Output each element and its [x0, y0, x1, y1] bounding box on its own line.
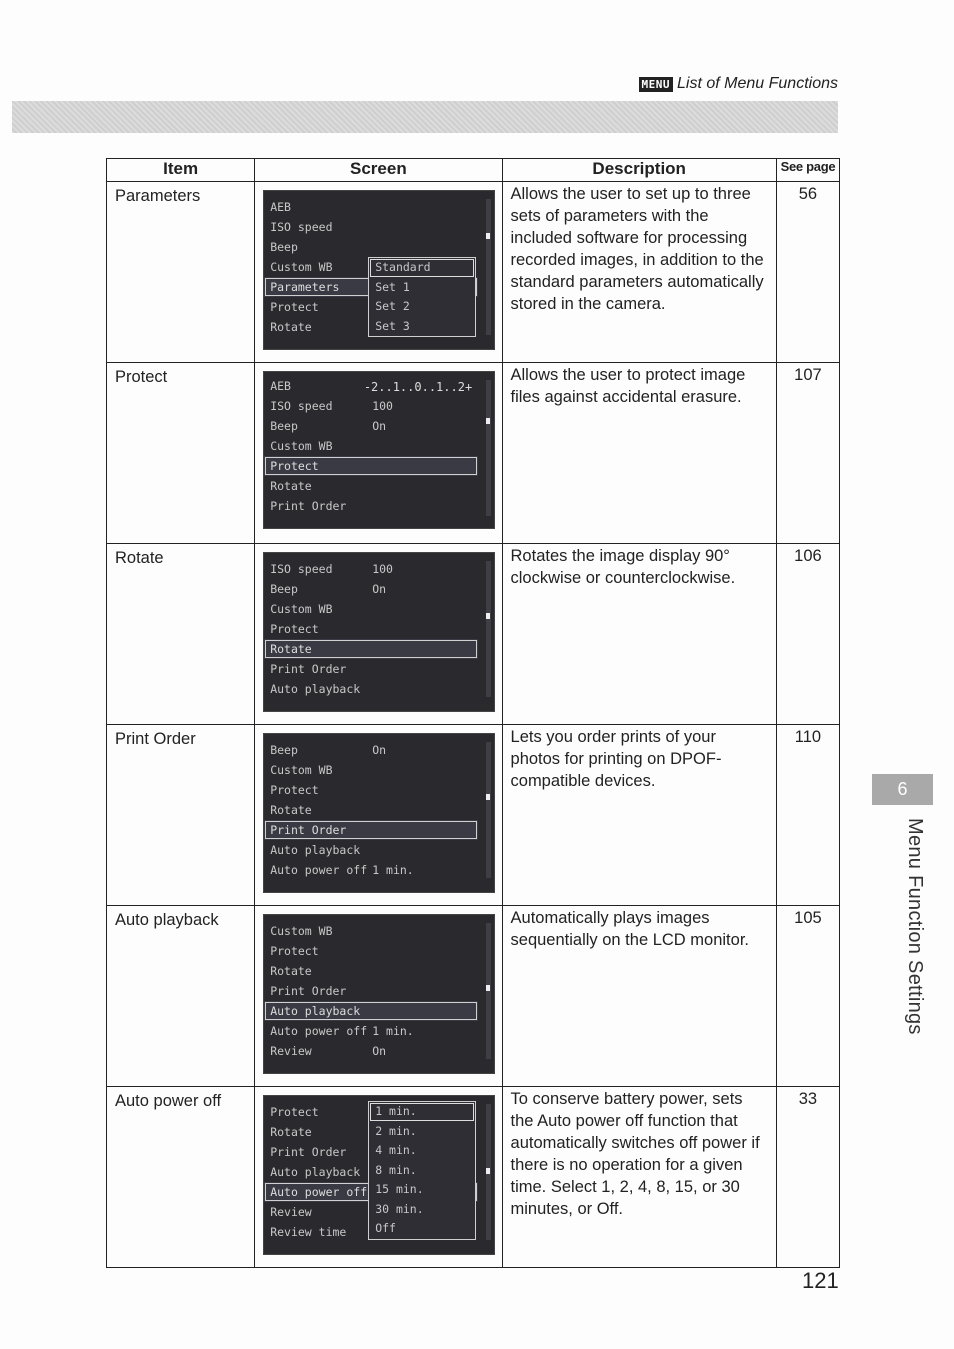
lcd-menu-label: Auto playback — [270, 1165, 361, 1179]
see-page-number: 33 — [776, 1087, 839, 1268]
header-band — [12, 101, 838, 133]
lcd-menu-label: ISO speed — [270, 562, 333, 576]
lcd-menu-item — [264, 840, 494, 860]
header-title: List of Menu Functions — [677, 75, 838, 92]
lcd-scroll-thumb — [486, 985, 490, 991]
lcd-menu-label: Rotate — [270, 964, 312, 978]
lcd-menu-label: Review — [270, 1205, 312, 1219]
table-row — [107, 544, 840, 725]
lcd-menu-item — [264, 941, 494, 961]
lcd-menu-label: Print Order — [270, 662, 347, 676]
lcd-submenu-option: 8 min. — [375, 1162, 417, 1177]
lcd-submenu-option: 15 min. — [375, 1182, 424, 1196]
lcd-menu-label: Review — [270, 1044, 312, 1058]
lcd-exposure-scale: -2..1..0..1..2+ — [363, 380, 473, 394]
lcd-menu-value: On — [372, 419, 387, 433]
menu-icon: MENU — [639, 77, 674, 92]
lcd-submenu-option: Standard — [369, 258, 475, 278]
item-name: Protect — [107, 363, 255, 544]
chapter-title: Menu Function Settings — [904, 818, 926, 1035]
lcd-submenu-option: Set 2 — [375, 299, 410, 313]
lcd-menu-value: 100 — [372, 399, 393, 413]
lcd-submenu-option: Off — [375, 1221, 396, 1235]
lcd-menu-item — [264, 760, 494, 780]
lcd-menu-label: Rotate — [270, 642, 312, 656]
screen-cell — [255, 544, 502, 725]
description-text: To conserve battery power, sets the Auto power off function that automatically switches off power if there is no operation for a given time. Select 1, 2, 4, 8, 15, or 30 minutes, or Off. — [502, 1087, 776, 1268]
lcd-scrollbar — [486, 923, 491, 1059]
lcd-menu-label: Auto power off — [270, 863, 368, 877]
see-page-number: 105 — [776, 906, 839, 1087]
lcd-scroll-thumb — [486, 794, 490, 800]
see-page-number: 56 — [776, 182, 839, 363]
lcd-menu-label: Auto power off — [270, 1024, 368, 1038]
lcd-menu-label: Protect — [270, 944, 319, 958]
lcd-menu-label: Protect — [270, 1105, 319, 1119]
lcd-menu-value: On — [372, 582, 387, 596]
lcd-menu-label: Parameters — [270, 280, 340, 294]
lcd-menu-item — [264, 820, 478, 840]
lcd-submenu-option: Set 1 — [375, 279, 410, 294]
table-row — [107, 906, 840, 1087]
lcd-menu-value: 100 — [372, 562, 393, 576]
lcd-scrollbar — [486, 561, 491, 697]
lcd-menu-label: Rotate — [270, 803, 312, 817]
description-text: Allows the user to protect image files against accidental erasure. — [502, 363, 776, 544]
lcd-menu-label: Custom WB — [270, 763, 333, 777]
lcd-menu-item — [264, 1001, 478, 1021]
lcd-menu-label: Auto playback — [270, 682, 361, 696]
chapter-tab: 6 — [872, 774, 933, 805]
lcd-menu-item — [264, 217, 494, 237]
lcd-menu-label: Print Order — [270, 1145, 347, 1159]
lcd-menu-label: ISO speed — [270, 399, 333, 413]
screen-cell — [255, 182, 502, 363]
lcd-menu-value: On — [372, 743, 387, 757]
table-row — [107, 1087, 840, 1268]
lcd-scrollbar — [486, 199, 491, 335]
see-page-number: 107 — [776, 363, 839, 544]
lcd-menu-label: Beep — [270, 582, 298, 596]
lcd-menu-screenshot — [263, 371, 495, 529]
lcd-menu-screenshot — [263, 552, 495, 712]
lcd-menu-label: Review time — [270, 1225, 347, 1239]
description-text: Allows the user to set up to three sets of parameters with the included software for processing recorded images, in addition to the standard parameters automatically stored in the camera. — [502, 182, 776, 363]
screen-cell — [255, 906, 502, 1087]
lcd-menu-label: Print Order — [270, 984, 347, 998]
lcd-menu-label: Custom WB — [270, 439, 333, 453]
lcd-menu-item — [264, 619, 494, 639]
lcd-menu-item — [264, 961, 494, 981]
item-name: Rotate — [107, 544, 255, 725]
lcd-menu-label: Auto playback — [270, 843, 361, 857]
lcd-menu-item — [264, 679, 494, 699]
lcd-menu-label: Rotate — [270, 479, 312, 493]
lcd-scroll-thumb — [486, 418, 490, 424]
running-header — [639, 75, 838, 93]
lcd-menu-value: 1 min. — [372, 1024, 414, 1038]
lcd-menu-label: Beep — [270, 419, 298, 433]
item-name: Print Order — [107, 725, 255, 906]
lcd-menu-label: Rotate — [270, 320, 312, 334]
lcd-menu-screenshot — [263, 914, 495, 1074]
lcd-submenu — [368, 257, 476, 337]
lcd-menu-item — [264, 981, 494, 1001]
lcd-menu-label: Protect — [270, 783, 319, 797]
lcd-submenu-option: 4 min. — [375, 1143, 417, 1157]
lcd-menu-item — [264, 921, 494, 941]
lcd-menu-label: Print Order — [270, 499, 347, 513]
lcd-menu-item — [264, 579, 494, 599]
lcd-menu-item — [264, 416, 494, 436]
lcd-submenu-option: 2 min. — [375, 1123, 417, 1138]
lcd-menu-item — [264, 860, 494, 880]
lcd-menu-label: Print Order — [270, 823, 347, 837]
lcd-menu-label: Auto playback — [270, 1004, 361, 1018]
lcd-menu-label: Beep — [270, 743, 298, 757]
lcd-menu-item — [264, 436, 494, 456]
lcd-menu-item — [264, 740, 494, 760]
column-header-item: Item — [107, 159, 255, 182]
table-row — [107, 725, 840, 906]
lcd-menu-label: Protect — [270, 300, 319, 314]
lcd-scroll-thumb — [486, 613, 490, 619]
lcd-menu-screenshot — [263, 1095, 495, 1255]
item-name: Auto power off — [107, 1087, 255, 1268]
lcd-scroll-thumb — [486, 1168, 490, 1174]
lcd-menu-value: On — [372, 1044, 387, 1058]
screen-cell — [255, 1087, 502, 1268]
see-page-number: 106 — [776, 544, 839, 725]
column-header-description: Description — [502, 159, 776, 182]
lcd-scrollbar — [486, 742, 491, 878]
lcd-menu-screenshot — [263, 190, 495, 350]
lcd-menu-label: Beep — [270, 240, 298, 254]
table-row — [107, 363, 840, 544]
lcd-menu-label: Protect — [270, 622, 319, 636]
table-row — [107, 182, 840, 363]
lcd-menu-item — [264, 1021, 494, 1041]
lcd-menu-label: AEB — [270, 200, 291, 214]
lcd-menu-item — [264, 476, 494, 496]
see-page-number: 110 — [776, 725, 839, 906]
lcd-menu-item — [264, 780, 494, 800]
screen-cell — [255, 363, 502, 544]
lcd-submenu-option: 1 min. — [369, 1102, 475, 1122]
lcd-menu-item — [264, 197, 494, 217]
lcd-submenu-option: 30 min. — [375, 1201, 424, 1216]
lcd-menu-label: Auto power off — [270, 1185, 368, 1199]
lcd-menu-item — [264, 496, 494, 516]
column-header-see-page: See page — [776, 159, 839, 182]
lcd-menu-label: Custom WB — [270, 260, 333, 274]
lcd-menu-item — [264, 800, 494, 820]
lcd-menu-item — [264, 396, 494, 416]
lcd-menu-item — [264, 456, 478, 476]
lcd-menu-item — [264, 1041, 494, 1061]
item-name: Parameters — [107, 182, 255, 363]
lcd-menu-item — [264, 599, 494, 619]
lcd-menu-label: Rotate — [270, 1125, 312, 1139]
lcd-menu-item — [264, 237, 494, 257]
table-header-row — [107, 159, 840, 182]
lcd-menu-label: AEB — [270, 379, 291, 393]
lcd-scroll-thumb — [486, 233, 490, 239]
lcd-menu-item — [264, 559, 494, 579]
column-header-screen: Screen — [255, 159, 502, 182]
description-text: Rotates the image display 90° clockwise or counterclockwise. — [502, 544, 776, 725]
lcd-menu-label: Custom WB — [270, 602, 333, 616]
lcd-menu-label: Protect — [270, 459, 319, 473]
description-text: Automatically plays images sequentially on the LCD monitor. — [502, 906, 776, 1087]
lcd-submenu-option: Set 3 — [375, 318, 410, 333]
item-name: Auto playback — [107, 906, 255, 1087]
lcd-menu-label: Custom WB — [270, 924, 333, 938]
lcd-menu-item — [264, 639, 478, 659]
description-text: Lets you order prints of your photos for printing on DPOF-compatible devices. — [502, 725, 776, 906]
page-number: 121 — [802, 1268, 839, 1293]
lcd-submenu — [368, 1101, 476, 1240]
menu-functions-table — [106, 158, 840, 1268]
lcd-scrollbar — [486, 380, 491, 516]
lcd-menu-item — [264, 659, 494, 679]
lcd-menu-value: 1 min. — [372, 863, 414, 877]
screen-cell — [255, 725, 502, 906]
lcd-menu-label: ISO speed — [270, 220, 333, 234]
lcd-menu-screenshot — [263, 733, 495, 893]
